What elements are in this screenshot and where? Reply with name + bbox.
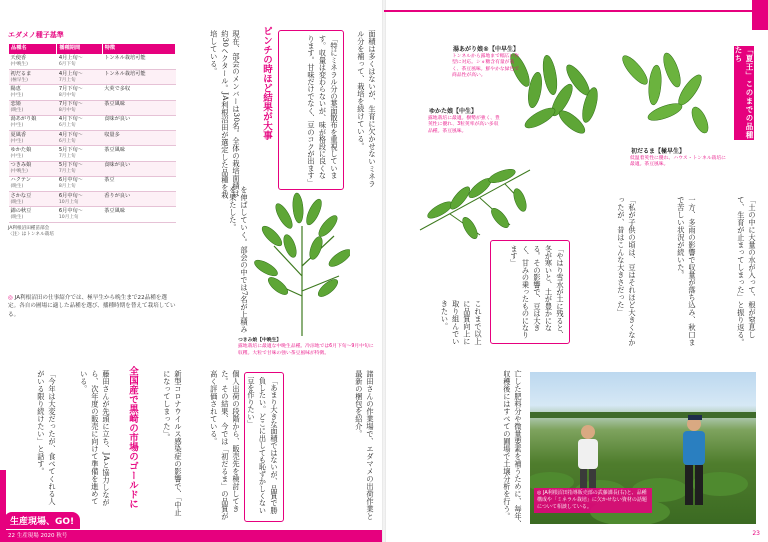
yuagari-label: 湯あがり娘®【中早生】: [453, 46, 520, 53]
cell-feature: 茶豆風味: [102, 100, 175, 115]
tsukimi-note: [238, 338, 378, 357]
corner-tab: [752, 0, 768, 30]
table-row: [9, 207, 176, 222]
variety-name: 夏風香: [10, 131, 27, 138]
harvest-period: 8月中旬: [58, 108, 76, 114]
variety-name: 天使香: [10, 55, 27, 62]
field-caption: ◎ JA利根沼田指導販売部の武藤課長(右)と、品種構成や「ミネラル栽培」に欠かせない資材の話題について相談している。: [534, 488, 652, 513]
right-body-col-4: これまで以上に品質向上に取り組んでいきたい。: [440, 300, 483, 345]
tsukimi-label: つきみ娘【中晩生】: [238, 338, 282, 343]
table-row: [9, 161, 176, 176]
cell-period: [57, 100, 102, 115]
header-feature: 特徴: [102, 44, 175, 55]
cell-variety: [9, 54, 57, 69]
variety-maturity: (極早生): [10, 77, 28, 83]
table-row: [9, 176, 176, 191]
cell-variety: [9, 115, 57, 130]
seed-table-title: エダメノ種子基準: [8, 31, 64, 39]
edamame-bunch-icon: [254, 186, 350, 336]
cell-period: [57, 54, 102, 69]
cell-period: [57, 85, 102, 100]
hatsudaruma-label: 初だるま【極早生】: [631, 148, 686, 155]
footer-page-info: 22 生産現場 2020 秋号: [8, 533, 68, 539]
header-period: 播種期間: [57, 44, 102, 55]
seed-table-header: [9, 44, 176, 55]
variety-name: 湯あがり娘: [10, 116, 37, 123]
table-row: [9, 85, 176, 100]
variety-name: 恋姫: [10, 101, 21, 108]
cell-period: [57, 207, 102, 222]
cell-feature: トンネル栽培可能: [102, 54, 175, 69]
cell-variety: [9, 100, 57, 115]
side-tab: 「夏王」このまでの品種たち: [734, 46, 754, 140]
harvest-period: 7月上旬: [58, 169, 76, 175]
yukata-note: 露地栽培に最適。樹勢が強く、豊莢性に優れ、3粒莢率が高い多収品種。茶豆風味。: [428, 116, 500, 134]
tsukimi-photo: [254, 186, 350, 336]
cell-variety: [9, 161, 57, 176]
seed-table-body: [9, 54, 176, 222]
cell-feature: 茶豆: [102, 176, 175, 191]
yukata-label: ゆかた娘【中生】: [429, 108, 478, 115]
cell-feature: トンネル栽培可能: [102, 70, 175, 85]
sowing-period: 6月中旬〜: [58, 207, 83, 214]
cell-feature: 香りが良い: [102, 192, 175, 207]
caption-mark: ◎: [8, 295, 13, 301]
left-quote: 「特にミネラル分の葉面散布を重視しています。収量は変わらないが、味が格段に良くなります。甘味だけでなく、豆のコクが出ます」: [278, 30, 344, 190]
cell-feature: 食味が良い: [102, 115, 175, 130]
right-body-col-5: 亡した肥料分や微量要素を補うために、毎年、収穫後にはすべての圃場で土壌分析を行う。: [502, 370, 523, 528]
cell-variety: [9, 207, 57, 222]
cell-variety: [9, 70, 57, 85]
table-note: 〈注〉はトンネル栽培: [8, 232, 54, 238]
cell-period: [57, 115, 102, 130]
cell-period: [57, 161, 102, 176]
sowing-period: 4月下旬〜: [58, 131, 83, 138]
table-row: [9, 54, 176, 69]
table-row: [9, 70, 176, 85]
sowing-period: 5月下旬〜: [58, 162, 83, 169]
right-page-number: 23: [752, 530, 760, 537]
harvest-period: 7月上旬: [58, 77, 76, 83]
sowing-period: 5月下旬〜: [58, 146, 83, 153]
page-gutter: [382, 0, 386, 542]
sowing-period: 4月下旬〜: [58, 116, 83, 123]
harvest-period: 6月上旬: [58, 123, 76, 129]
right-body-col-3: 「私が子供の頃は、豆はそれほど大きくなかったが、昔はこんな大きさだった」: [616, 196, 637, 346]
variety-maturity: (晩生): [10, 184, 24, 190]
seed-table-grid: [8, 43, 176, 223]
cell-feature: 収量多: [102, 131, 175, 146]
table-row: [9, 192, 176, 207]
right-body-col-2: 一方、多雨の影響で収量が落ち込み、秋口まで苦しい状況が続いた。: [676, 196, 697, 346]
left-body-col-3: 現在、部会のメンバーは30名。全体の栽培面積は約30ヘクタール。JA利根沼田が選定した品種を栽培している。: [209, 30, 241, 199]
sowing-period: 6月中旬〜: [58, 177, 83, 184]
cell-period: [57, 146, 102, 161]
table-row: [9, 100, 176, 115]
cell-feature: 大莢で多収: [102, 85, 175, 100]
table-row: [9, 131, 176, 146]
right-body-col-1: 「土の中に大量の水が入って、根が窒息して、生育が止まってしまった」と振り返る。: [736, 196, 757, 346]
seed-table: [8, 30, 176, 239]
hatsudaruma-photo: [610, 40, 720, 140]
left-body-col-6: 個人出荷の段階から、販売先を検討してきた。その結果、今では「初だるま」の品質が高く評価されている。: [209, 370, 241, 520]
left-body-col-5: 諸田さんの作業場で、エダマメの出荷作業と最新の梱包を紹介。: [354, 370, 375, 520]
variety-maturity: (晩生): [10, 214, 24, 220]
sowing-period: 7月下旬〜: [58, 85, 83, 92]
cell-feature: 茶豆風味: [102, 146, 175, 161]
left-caption: [8, 294, 178, 319]
variety-name: 陽恵: [10, 85, 21, 92]
variety-maturity: (中生): [10, 123, 24, 129]
left-body-col-4: を伸ばしていく。部会の中では7名が上積みを果たした。: [228, 186, 249, 334]
sowing-period: 6月中旬〜: [58, 192, 83, 199]
cell-period: [57, 70, 102, 85]
left-body-col-7: 新型コロナウイルス感染症の影響で、「中止になってしまった」。: [162, 370, 183, 517]
header-name: 品種名: [9, 44, 57, 55]
variety-maturity: (晩生): [10, 199, 24, 205]
heading-gold: 全国産で黒崎の市場のゴールドに: [127, 366, 138, 509]
variety-maturity: (中晩生): [10, 169, 28, 175]
cell-period: [57, 131, 102, 146]
harvest-period: 6月上旬: [58, 138, 76, 144]
left-quote-2: 「あまり大きな面積ではないが、品質で勝負したい。どこに出しても恥ずかしくない豆を作りたい」: [244, 372, 284, 522]
cell-variety: [9, 146, 57, 161]
variety-name: ゆかた娘: [10, 146, 32, 153]
footer-logo: 生産現場、GO!: [4, 512, 80, 529]
variety-maturity: (中生): [10, 92, 24, 98]
variety-name: 錦の秋豆: [10, 207, 32, 214]
variety-maturity: (晩生): [10, 108, 24, 114]
variety-maturity: (中生): [10, 153, 24, 159]
harvest-period: 10月上旬: [58, 199, 79, 205]
yukata-photo: [410, 150, 540, 240]
left-body-col-8: 藤田さんが先頭に立ち、JAと協力しながら、次年度の販売に向けて準備を進めている。: [79, 370, 111, 507]
top-accent-line: [384, 10, 768, 12]
right-quote: 「やはり雪水が土に残ると、冬が寒いと、土が豊かになる。その影響で、豆は大きく、甘みの乗ったものになります」: [490, 240, 570, 344]
variety-name: 初だるま: [10, 70, 32, 77]
sowing-period: 7月下旬〜: [58, 101, 83, 108]
left-body-col-1: 面積は多くはないが、生育に欠かせないミネラル分を補って、栽培を続けている。: [356, 30, 377, 188]
cell-variety: [9, 85, 57, 100]
variety-maturity: (中生): [10, 138, 24, 144]
table-note: JA利根沼田種苗部会: [8, 225, 50, 231]
harvest-period: 7月上旬: [58, 153, 76, 159]
harvest-period: 6月下旬: [58, 62, 76, 68]
variety-name: さかな豆: [10, 192, 32, 199]
cell-feature: 食味が良い: [102, 161, 175, 176]
cell-variety: [9, 192, 57, 207]
edamame-bunch-icon: [410, 150, 540, 240]
harvest-period: 10月上旬: [58, 214, 79, 220]
sowing-period: 4月上旬〜: [58, 70, 83, 77]
cell-feature: 茶豆風味: [102, 207, 175, 222]
variety-maturity: (中晩生): [10, 62, 28, 68]
yuagari-note: トンネルから露地まで幅広い作型に対応。ショ糖含有量が高く、茶豆風味。鮮やかな緑色で商品性が高い。: [452, 54, 520, 79]
tsukimi-text: 露地栽培に最適な中晩生品種。冷涼地では6月下旬〜9月中旬に収穫。大粒で甘味の強い茶豆風味が特徴。: [238, 344, 374, 356]
cell-period: [57, 176, 102, 191]
edamame-pods-icon: [610, 40, 720, 140]
cell-variety: [9, 131, 57, 146]
harvest-period: 8月中旬: [58, 92, 76, 98]
seed-table-notes: [8, 226, 176, 239]
variety-name: ハクテン: [10, 177, 31, 184]
cell-variety: [9, 176, 57, 191]
table-row: [9, 146, 176, 161]
harvest-period: 8月上旬: [58, 184, 76, 190]
table-row: [9, 115, 176, 130]
left-body-col-9: 「今年は大変だったが、食べてくれる人がいる限り続けたい」と話す。: [36, 370, 57, 505]
cell-period: [57, 192, 102, 207]
sowing-period: 4月上旬〜: [58, 55, 83, 62]
hatsudaruma-note: 低温着莢性に優れ、ハウス・トンネル栽培に最適。茶豆風味。: [630, 156, 726, 168]
caption-text: JA利根沼田の仕事紹介では、極早生から晩生まで22品種を選定。各自の圃場に適した品種を選び、播種時期を替えて栽培している。: [8, 295, 176, 318]
variety-name: つきみ娘: [10, 162, 32, 169]
heading-pinch: ピンチの時ほど結果が大事: [261, 26, 272, 140]
